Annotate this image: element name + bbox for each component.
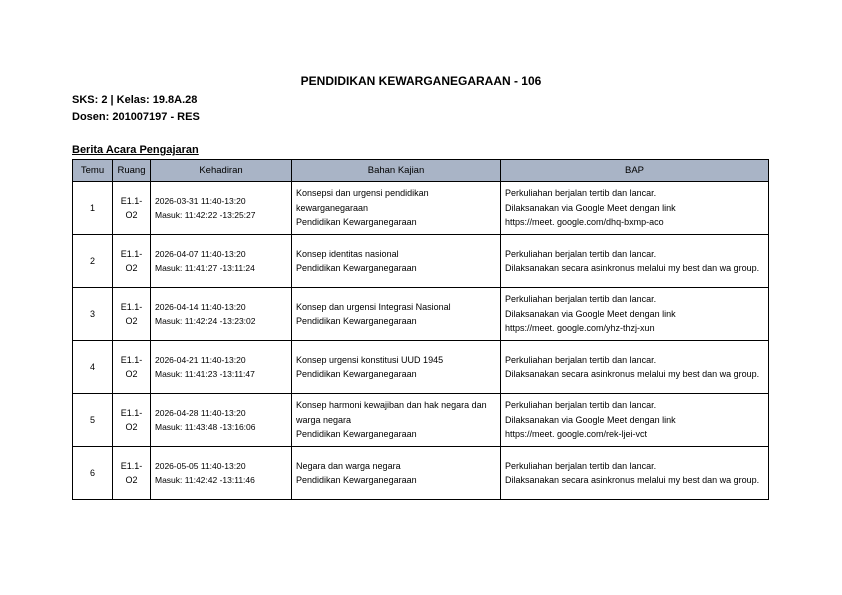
masuk-text: Masuk: 11:41:27 -13:11:24 (155, 263, 255, 273)
bahan-topic: Konsep dan urgensi Integrasi Nasional (296, 301, 451, 312)
bahan-course: Pendidikan Kewarganegaraan (296, 217, 417, 228)
cell-ruang: E1.1-O2 (113, 235, 151, 288)
bap-text: Perkuliahan berjalan tertib dan lancar. (505, 188, 657, 199)
cell-bap (501, 394, 769, 447)
table-row (73, 447, 769, 500)
cell-kehadiran (151, 394, 292, 447)
table-row (73, 341, 769, 394)
cell-ruang: E1.1-O2 (113, 182, 151, 235)
bahan-course: Pendidikan Kewarganegaraan (296, 369, 417, 379)
header-bap: BAP (501, 160, 769, 182)
cell-temu: 3 (73, 288, 113, 341)
bap-text: Dilaksanakan secara asinkronus melalui my best dan wa group. (505, 369, 760, 379)
cell-bap (501, 341, 769, 394)
cell-bap (501, 288, 769, 341)
bap-text: Dilaksanakan via Google Meet dengan link (505, 414, 676, 425)
cell-temu: 2 (73, 235, 113, 288)
bap-text: Perkuliahan berjalan tertib dan lancar. (505, 294, 657, 305)
masuk-text: Masuk: 11:42:24 -13:23:02 (155, 316, 256, 326)
bap-link: https://meet. google.com/dhq-bxmp-aco (505, 217, 664, 228)
cell-temu: 6 (73, 447, 113, 500)
cell-kehadiran (151, 341, 292, 394)
cell-bap (501, 235, 769, 288)
table-row (73, 394, 769, 447)
table-row (73, 182, 769, 235)
masuk-text: Masuk: 11:42:42 -13:11:46 (155, 475, 255, 485)
jadwal-text: 2026-03-31 11:40-13:20 (155, 195, 246, 206)
dosen-line: Dosen: 201007197 - RES (72, 111, 200, 123)
jadwal-text: 2026-04-28 11:40-13:20 (155, 407, 246, 418)
cell-ruang: E1.1-O2 (113, 447, 151, 500)
bap-text: Dilaksanakan secara asinkronus melalui my best dan wa group. (505, 263, 760, 273)
jadwal-text: 2026-04-07 11:40-13:20 (155, 248, 246, 259)
header-bahan-kajian: Bahan Kajian (292, 160, 501, 182)
cell-temu: 1 (73, 182, 113, 235)
cell-bahan-kajian (292, 235, 501, 288)
cell-temu: 5 (73, 394, 113, 447)
cell-kehadiran (151, 182, 292, 235)
bap-text: Perkuliahan berjalan tertib dan lancar. (505, 248, 657, 259)
bahan-course: Pendidikan Kewarganegaraan (296, 475, 417, 485)
section-title: Berita Acara Pengajaran (72, 144, 199, 156)
table-header-row (73, 160, 769, 182)
masuk-text: Masuk: 11:42:22 -13:25:27 (155, 210, 256, 220)
bahan-topic: Konsep identitas nasional (296, 248, 399, 259)
bahan-topic: Negara dan warga negara (296, 460, 401, 471)
bap-table (72, 159, 769, 500)
cell-kehadiran (151, 288, 292, 341)
cell-bap (501, 447, 769, 500)
bap-link: https://meet. google.com/rek-ljei-vct (505, 429, 648, 440)
cell-bap (501, 182, 769, 235)
bahan-course: Pendidikan Kewarganegaraan (296, 316, 417, 326)
bahan-course: Pendidikan Kewarganegaraan (296, 263, 417, 273)
bahan-topic: Konsep urgensi konstitusi UUD 1945 (296, 354, 444, 365)
masuk-text: Masuk: 11:41:23 -13:11:47 (155, 369, 255, 379)
bap-text: Perkuliahan berjalan tertib dan lancar. (505, 354, 657, 365)
bahan-topic: Konsep harmoni kewajiban dan hak negara dan warga negara (296, 400, 487, 425)
header-ruang: Ruang (113, 160, 151, 182)
bap-link: https://meet. google.com/yhz-thzj-xun (505, 323, 655, 334)
jadwal-text: 2026-04-21 11:40-13:20 (155, 354, 246, 365)
bahan-topic: Konsepsi dan urgensi pendidikan kewarganegaraan (296, 188, 429, 213)
bap-text: Dilaksanakan via Google Meet dengan link (505, 202, 676, 213)
cell-ruang: E1.1-O2 (113, 394, 151, 447)
cell-bahan-kajian (292, 394, 501, 447)
cell-bahan-kajian (292, 341, 501, 394)
bap-text: Dilaksanakan via Google Meet dengan link (505, 308, 676, 319)
header-temu: Temu (73, 160, 113, 182)
cell-temu: 4 (73, 341, 113, 394)
table-row (73, 235, 769, 288)
cell-kehadiran (151, 447, 292, 500)
bap-text: Perkuliahan berjalan tertib dan lancar. (505, 400, 657, 411)
jadwal-text: 2026-05-05 11:40-13:20 (155, 460, 246, 471)
header-kehadiran: Kehadiran (151, 160, 292, 182)
sks-kelas-line: SKS: 2 | Kelas: 19.8A.28 (72, 94, 198, 106)
cell-bahan-kajian (292, 182, 501, 235)
document-title: PENDIDIKAN KEWARGANEGARAAN - 106 (300, 74, 542, 88)
table-row (73, 288, 769, 341)
cell-ruang: E1.1-O2 (113, 288, 151, 341)
bahan-course: Pendidikan Kewarganegaraan (296, 429, 417, 440)
bap-text: Perkuliahan berjalan tertib dan lancar. (505, 460, 657, 471)
bap-text: Dilaksanakan secara asinkronus melalui my best dan wa group. (505, 475, 760, 485)
jadwal-text: 2026-04-14 11:40-13:20 (155, 301, 246, 312)
cell-ruang: E1.1-O2 (113, 341, 151, 394)
cell-kehadiran (151, 235, 292, 288)
masuk-text: Masuk: 11:43:48 -13:16:06 (155, 422, 256, 432)
cell-bahan-kajian (292, 288, 501, 341)
cell-bahan-kajian (292, 447, 501, 500)
